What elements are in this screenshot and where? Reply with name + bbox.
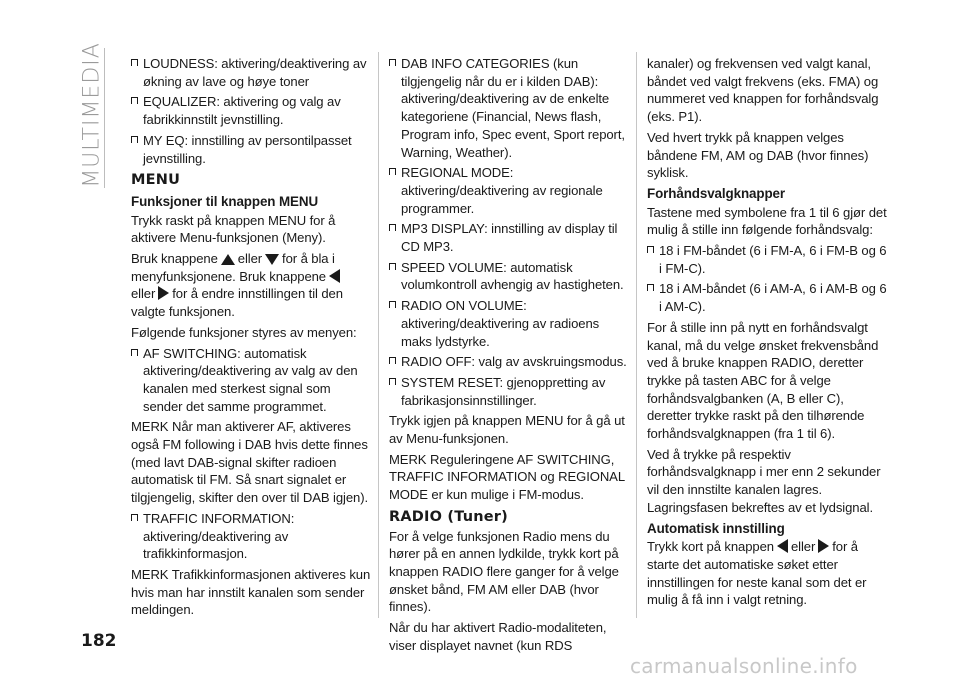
menu-heading: MENU xyxy=(131,172,181,189)
bullet-icon xyxy=(389,263,396,270)
arrow-left-icon xyxy=(329,269,340,283)
paragraph: Ved å trykke på respektiv forhåndsvalgknapp i mer enn 2 sekunder vil den innstilte kanalen lagres. Lagringsfasen bekreftes av et lydsignal. xyxy=(647,446,881,515)
paragraph: Følgende funksjoner styres av menyen: xyxy=(131,324,357,340)
list-item: MP3 DISPLAY: innstilling av display til CD MP3. xyxy=(389,220,629,255)
paragraph: Ved hvert trykk på knappen velges båndene FM, AM og DAB (hvor finnes) syklisk. xyxy=(647,129,869,181)
list-item: 18 i AM-båndet (6 i AM-A, 6 i AM-B og 6 i AM-C). xyxy=(647,280,887,315)
paragraph-buttons: Bruk knappene eller for å bla i menyfunksjonene. Bruk knappene eller for å endre innstillingen til den valgte funksjonen. xyxy=(131,251,343,320)
bullet-icon xyxy=(647,246,654,253)
paragraph: Trykk igjen på knappen MENU for å gå ut av Menu-funksjonen. xyxy=(389,413,625,447)
bullet-icon xyxy=(131,349,138,356)
list-item: SYSTEM RESET: gjenoppretting av fabrikasjonsinnstillinger. xyxy=(389,374,629,409)
bullet-icon xyxy=(389,378,396,385)
list-item: TRAFFIC INFORMATION: aktivering/deaktivering av trafikkinformasjon. xyxy=(131,510,371,563)
paragraph: For å velge funksjonen Radio mens du hører på en annen lydkilde, trykk kort på knappen RADIO flere ganger for å velge ønsket bånd, FM AM eller DAB (hvor finnes). xyxy=(389,528,619,615)
list-item: AF SWITCHING: automatisk aktivering/deaktivering av valg av den kanalen med sterkest signal som sender det samme programmet. xyxy=(131,345,371,416)
list-item: RADIO OFF: valg av avskruingsmodus. xyxy=(389,353,629,371)
list-item: DAB INFO CATEGORIES (kun tilgjengelig når du er i kilden DAB): aktivering/deaktivering av de enkelte kategoriene (Financial, News flash, Program info, Spec event, Sport report, Warning, Weather). xyxy=(389,55,629,161)
paragraph: kanaler) og frekvensen ved valgt kanal, båndet ved valgt frekvens (eks. FMA) og nummeret ved knappen for forhåndsvalg (eks. P1). xyxy=(647,56,879,125)
list-item: LOUDNESS: aktivering/deaktivering av økning av lave og høye toner xyxy=(131,55,371,90)
section-title-text: MULTIMEDIA xyxy=(79,42,105,188)
column-1 xyxy=(131,55,371,622)
paragraph: Tastene med symbolene fra 1 til 6 gjør det mulig å stille inn følgende forhåndsvalg: xyxy=(647,204,887,238)
bullet-icon xyxy=(131,97,138,104)
paragraph: For å stille inn på nytt en forhåndsvalgt kanal, må du velge ønsket frekvensbånd ved å bruke knappen RADIO, deretter trykke på tasten ABC for å velge forhåndsvalgbanken (A, B eller C), deretter trykke raskt på den tilhørende forhåndsvalgknappen (fra 1 til 6). xyxy=(647,319,879,442)
arrow-right-icon xyxy=(818,539,829,553)
paragraph-buttons: Trykk kort på knappen eller for å starte det automatiske søket etter innstillingen for neste kanal som det er mulig å få inn i valgt retning. xyxy=(647,539,867,608)
preset-subheading: Forhåndsvalgknapper xyxy=(647,185,785,201)
note: MERK Når man aktiverer AF, aktiveres også FM following i DAB hvis dette finnes (med lavt DAB-signal skifter radioen automatisk til FM. Så snart signalet er tilgjengelig, skifter den over til DAB igjen). xyxy=(131,419,369,506)
list-item: SPEED VOLUME: automatisk volumkontroll avhengig av hastigheten. xyxy=(389,259,629,294)
page-number: 182 xyxy=(81,631,117,651)
arrow-left-icon xyxy=(777,539,788,553)
menu-subheading: Funksjoner til knappen MENU xyxy=(131,193,319,209)
bullet-icon xyxy=(389,224,396,231)
arrow-up-icon xyxy=(221,254,235,265)
section-divider xyxy=(104,48,105,188)
list-item: EQUALIZER: aktivering og valg av fabrikkinnstilt jevnstilling. xyxy=(131,93,371,128)
arrow-down-icon xyxy=(265,254,279,265)
paragraph: Trykk raskt på knappen MENU for å aktivere Menu-funksjonen (Meny). xyxy=(131,212,336,246)
column-2 xyxy=(389,55,629,658)
bullet-icon xyxy=(131,59,138,66)
column-divider-2 xyxy=(636,52,637,618)
bullet-icon xyxy=(131,136,138,143)
bullet-icon xyxy=(131,514,138,521)
paragraph: Når du har aktivert Radio-modaliteten, viser displayet navnet (kun RDS xyxy=(389,620,607,653)
bullet-icon xyxy=(389,168,396,175)
bullet-icon xyxy=(647,284,654,291)
watermark: carmanualsonline.info xyxy=(630,654,858,678)
bullet-icon xyxy=(389,357,396,364)
auto-tuning-subheading: Automatisk innstilling xyxy=(647,520,785,536)
bullet-icon xyxy=(389,59,396,66)
list-item: MY EQ: innstilling av persontilpasset jevnstilling. xyxy=(131,132,371,167)
list-item: REGIONAL MODE: aktivering/deaktivering av regionale programmer. xyxy=(389,164,629,217)
note: MERK Trafikkinformasjonen aktiveres kun hvis man har innstilt kanalen som sender meldingen. xyxy=(131,566,371,618)
section-title-vertical xyxy=(80,40,104,190)
column-divider-1 xyxy=(378,52,379,618)
arrow-right-icon xyxy=(158,286,169,300)
column-3 xyxy=(647,55,887,612)
bullet-icon xyxy=(389,301,396,308)
note: MERK Reguleringene AF SWITCHING, TRAFFIC INFORMATION og REGIONAL MODE er kun mulige i FM-modus. xyxy=(389,451,625,503)
radio-heading: RADIO (Tuner) xyxy=(389,508,508,525)
list-item: RADIO ON VOLUME: aktivering/deaktivering av radioens maks lydstyrke. xyxy=(389,297,629,350)
list-item: 18 i FM-båndet (6 i FM-A, 6 i FM-B og 6 i FM-C). xyxy=(647,242,887,277)
